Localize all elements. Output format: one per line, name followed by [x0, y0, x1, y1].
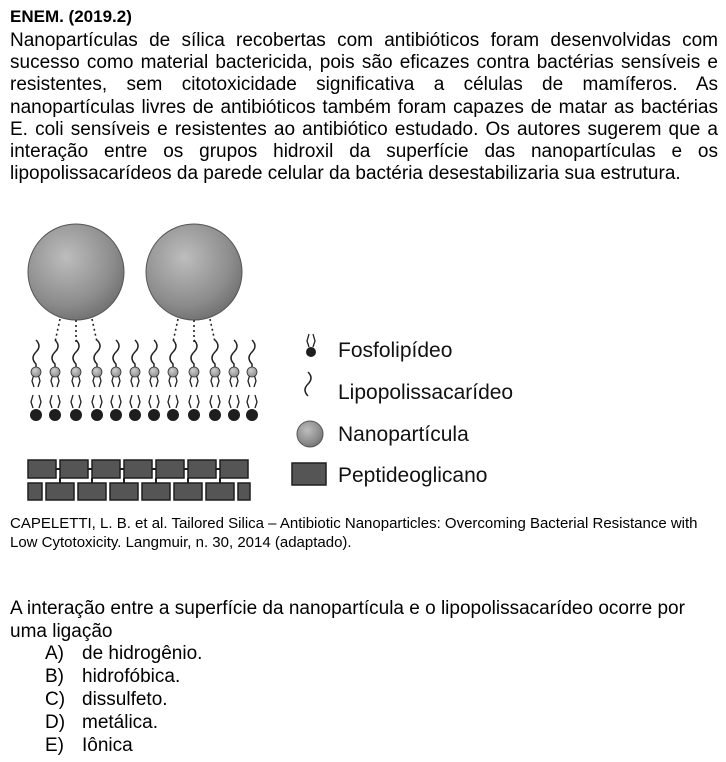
- nanoparticle-left: [28, 224, 124, 320]
- nanoparticle-right: [146, 224, 242, 320]
- option-text: dissulfeto.: [82, 689, 168, 710]
- phospholipid-icon: [306, 334, 316, 357]
- option-letter: C): [45, 689, 66, 710]
- peptidoglycan-layer: [28, 460, 250, 500]
- membrane-diagram: [22, 222, 552, 507]
- option-letter: A): [45, 643, 64, 664]
- option-text: de hidrogênio.: [82, 643, 203, 664]
- legend-label-nanoparticle: Nanopartícula: [338, 423, 469, 446]
- answer-options: [45, 642, 202, 757]
- legend: [292, 334, 513, 487]
- lipopolysaccharide-chains: [33, 340, 255, 369]
- option-letter: E): [45, 735, 64, 756]
- option-a[interactable]: [45, 642, 202, 665]
- legend-label-lipopolysaccharide: Lipopolissacarídeo: [338, 381, 514, 404]
- passage-text: Nanopartículas de sílica recobertas com antibióticos foram desenvolvidas com sucesso como material bactericida, pois são eficazes contra bactérias sensíveis e resistentes, sem citotoxicidade significativa a células de mamíferos. As nanopartículas livres de antibióticos também foram capazes de matar as bactérias E. coli sensíveis e resistentes ao antibiótico estudado. Os autores sugerem que a interação entre os grupos hidroxil da superfície das nanopartículas e os lipopolissacarídeos da parede celular da bactéria desestabilizaria sua estrutura.: [10, 30, 718, 185]
- interaction-lines: [55, 319, 215, 342]
- lipopolysaccharide-icon: [305, 372, 311, 396]
- outer-leaflet: [31, 367, 257, 387]
- option-letter: D): [45, 712, 66, 733]
- option-text: hidrofóbica.: [82, 666, 181, 687]
- option-c[interactable]: [45, 688, 202, 711]
- question-source-title: ENEM. (2019.2): [10, 7, 132, 26]
- inner-leaflet: [30, 395, 258, 421]
- peptidoglycan-icon: [292, 463, 326, 485]
- question-stem: A interação entre a superfície da nanopartícula e o lipopolissacarídeo ocorre por uma ligação: [10, 598, 685, 642]
- option-d[interactable]: [45, 711, 202, 734]
- legend-label-peptidoglycan: Peptideoglicano: [338, 464, 488, 487]
- option-letter: B): [45, 666, 64, 687]
- option-b[interactable]: [45, 665, 202, 688]
- legend-label-phospholipid: Fosfolipídeo: [338, 339, 453, 362]
- option-text: metálica.: [82, 712, 159, 733]
- figure-citation: CAPELETTI, L. B. et al. Tailored Silica – Antibiotic Nanoparticles: Overcoming Bacterial Resistance with Low Cytotoxicity. Langmuir, n. 30, 2014 (adaptado).: [10, 515, 698, 551]
- option-text: Iônica: [82, 735, 133, 756]
- option-e[interactable]: [45, 734, 202, 757]
- nanoparticle-icon: [297, 421, 323, 447]
